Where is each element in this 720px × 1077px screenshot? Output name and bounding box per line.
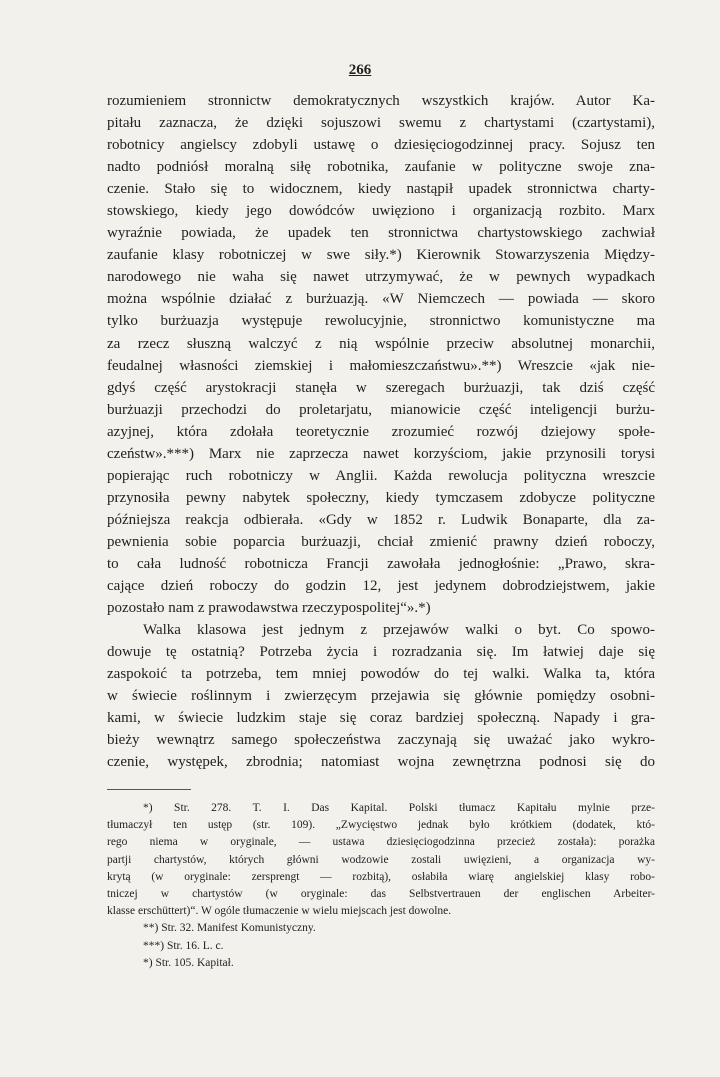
body-line: w świecie roślinnym i zwierzęcym przejawia się głównie pomiędzy osobni- [107, 688, 655, 705]
body-line: za rzecz słuszną walczyć z nią wspólnie przeciw absolutnej monarchii, [107, 335, 655, 352]
footnote-line: *) Str. 105. Kapitał. [143, 956, 234, 969]
body-line: popierając ruch robotniczy w Anglii. Każda rewolucja polityczna wreszcie [107, 467, 655, 484]
body-line: czenie, występek, zbrodnia; natomiast wojna zewnętrzna podnosi się do [107, 754, 655, 771]
body-line: nadto podniósł moralną siłę robotnika, zaufanie w polityczne swoje zna- [107, 159, 655, 176]
body-line: tylko burżuazja występuje rewolucyjnie, stronnictwo komunistyczne ma [107, 313, 655, 330]
footnote-line: tłumaczył ten ustęp (str. 109). „Zwycięstwo jednak było krótkiem (dodatek, któ- [107, 819, 655, 832]
body-line: wyraźnie powiada, że upadek ten stronnictwa chartystowskiego zachwiał [107, 225, 655, 242]
body-line: można wspólnie działać z burżuazją. «W Niemczech — powiada — skoro [107, 291, 655, 308]
footnote-line: **) Str. 32. Manifest Komunistyczny. [143, 922, 316, 935]
footnote-line: ***) Str. 16. L. c. [143, 939, 224, 952]
body-line: dowuje tę ostatnią? Potrzeba życia i rozradzania się. Im łatwiej daje się [107, 644, 655, 661]
body-line: Walka klasowa jest jednym z przejawów walki o byt. Co spowo- [143, 622, 655, 639]
body-line: gdyś część arystokracji stanęła w szeregach burżuazji, tak dziś część [107, 379, 655, 396]
footnote-line: *) Str. 278. T. I. Das Kapital. Polski tłumacz Kapitału mylnie prze- [143, 802, 655, 814]
body-line: rozumieniem stronnictw demokratycznych wszystkich krajów. Autor Ka- [107, 93, 655, 109]
body-line: robotnicy angielscy zdobyli ustawę o dziesięciogodzinnej pracy. Sojusz ten [107, 137, 655, 154]
body-line: burżuazji przechodzi do proletarjatu, mianowicie część inteligencji burżu- [107, 401, 655, 418]
body-line: stowskiego, kiedy jego dowódców uwięziono i organizacją rozbito. Marx [107, 203, 655, 220]
body-line: zaufanie klasy robotniczej w swe siły.*) Kierownik Stowarzyszenia Między- [107, 247, 655, 264]
footnote-line: partji chartystów, których główni wodzowie zostali uwięzieni, a organizacja wy- [107, 853, 655, 866]
body-line: pewnienia sobie poparcia burżuazji, chciał zmienić prawny dzień roboczy, [107, 533, 655, 550]
body-line: kami, w świecie ludzkim staje się coraz bardziej społeczną. Napady i gra- [107, 710, 655, 727]
body-text [107, 90, 655, 773]
body-line: azyjnej, która zdołała teoretycznie zrozumieć rozwój dziejowy społe- [107, 423, 655, 440]
body-line: pozostało nam z prawodawstwa rzeczypospolitej“».*) [107, 600, 431, 617]
body-line: cające dzień roboczy do godzin 12, jest jedynem dobrodziejstwem, jakie [107, 578, 655, 595]
footnote-line: krytą (w oryginale: zersprengt — rozbitą), osłabiła wiarę angielskiej klasy robo- [107, 870, 655, 883]
footnote-line: rego niema w oryginale, — ustawa dziesięciogodzinna przecież została): porażka [107, 836, 655, 849]
body-line: to cała ludność robotnicza Francji zawołała jednogłośnie: „Prawo, skra- [107, 555, 655, 572]
body-line: czeństw».***) Marx nie zaprzecza nawet korzyściom, jakie przynosili torysi [107, 445, 655, 462]
body-line: późniejsza reakcja odbierała. «Gdy w 1852 r. Ludwik Bonaparte, dla za- [107, 511, 655, 528]
footnote-divider [107, 789, 191, 790]
body-line: przynosiła pewny nabytek społeczny, kiedy tymczasem zdobycze polityczne [107, 489, 655, 506]
body-line: czenie. Stało się to widocznem, kiedy nastąpił upadek stronnictwa charty- [107, 181, 655, 198]
body-line: feudalnej własności ziemskiej i małomieszczaństwu».**) Wreszcie «jak nie- [107, 357, 655, 374]
footnote-line: tniczej w chartystów (w oryginale: das Selbstvertrauen der englischen Arbeiter- [107, 888, 655, 901]
footnote-line: klasse erschüttert)“. W ogóle tłumaczenie w wielu miejscach jest dowolne. [107, 905, 452, 918]
body-line: pitału zaznacza, że dzięki sojuszowi swemu z chartystami (czartystami), [107, 115, 655, 132]
body-line: narodowego nie waha się nawet utrzymywać, że w pewnych wypadkach [107, 269, 655, 286]
footnotes [107, 800, 655, 972]
body-line: zaspokoić ta potrzeba, tem mniej powodów do tej walki. Walka ta, która [107, 666, 655, 683]
body-line: bieży wewnątrz samego społeczeństwa zaczynają się uważać jako wykro- [107, 732, 655, 749]
page-number: 266 [348, 62, 372, 78]
